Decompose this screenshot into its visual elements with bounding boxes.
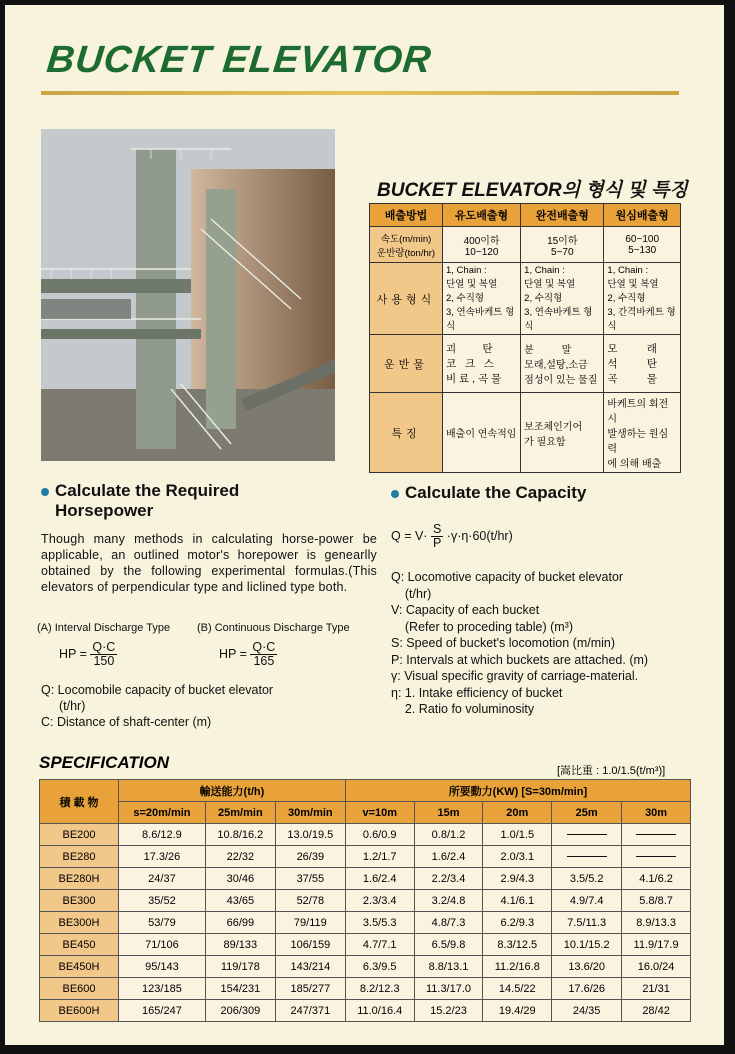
spec-value-cell: 143/214 (275, 956, 345, 978)
spec-model-cell: BE450 (40, 934, 119, 956)
spec-row (40, 978, 691, 1000)
features-table (369, 203, 681, 473)
spec-subheader: v=10m (345, 802, 414, 824)
spec-value-cell: 4.7/7.1 (345, 934, 414, 956)
spec-value-cell: 2.0/3.1 (483, 846, 552, 868)
features-cell: 모 래 석 탄 곡 물 (604, 335, 681, 393)
features-cell: 배출이 연속적임 (443, 393, 521, 473)
spec-header-capacity: 輸送能力(t/h) (119, 780, 346, 802)
capacity-heading: Calculate the Capacity (391, 483, 586, 503)
empty-dash (567, 856, 607, 857)
spec-value-cell: 5.8/8.7 (622, 890, 691, 912)
spec-value-cell: 43/65 (205, 890, 275, 912)
spec-table (39, 779, 691, 1022)
spec-value-cell: 6.2/9.3 (483, 912, 552, 934)
formula-a: HP = $\frac{Q\cdot C}{150}$ (59, 640, 116, 668)
spec-value-cell: 10.8/16.2 (205, 824, 275, 846)
spec-model-cell: BE300 (40, 890, 119, 912)
spec-note: [嵩比重 : 1.0/1.5(t/m³)] (557, 765, 666, 777)
features-cell: 바케트의 회전시 발생하는 원심력 에 의해 배출 (604, 393, 681, 473)
features-cell: 괴 탄 코 크 스 비 료 , 곡 물 (443, 335, 521, 393)
capacity-definitions: Q: Locomotive capacity of bucket elevator (t/hr) V: Capacity of each bucket (Refer to proceding table) (m³) S: Speed of bucket's locomotion (m/min) P: Intervals at which buckets are attached. (m) γ: Visual specific gravity of carriage-material. η: 1. Intake efficiency of bucket 2. Ratio fo voluminosity (391, 570, 649, 716)
q-definition: Q: Locomobile capacity of bucket elevator (41, 683, 274, 697)
spec-model-cell: BE600 (40, 978, 119, 1000)
spec-value-cell: 1.2/1.7 (345, 846, 414, 868)
spec-header-material: 積 載 物 (40, 780, 119, 824)
spec-value-cell: 66/99 (205, 912, 275, 934)
spec-value-cell: 123/185 (119, 978, 206, 1000)
features-header-cell: 원심배출형 (604, 204, 681, 227)
features-header-row (370, 204, 681, 227)
spec-value-cell: 35/52 (119, 890, 206, 912)
spec-model-cell: BE450H (40, 956, 119, 978)
spec-value-cell: 95/143 (119, 956, 206, 978)
features-row-label: 특징 (370, 393, 443, 473)
spec-value-cell (552, 846, 622, 868)
spec-value-cell: 8.3/12.5 (483, 934, 552, 956)
spec-value-cell: 14.5/22 (483, 978, 552, 1000)
spec-value-cell (552, 824, 622, 846)
spec-row (40, 912, 691, 934)
spec-value-cell: 247/371 (275, 1000, 345, 1022)
features-row (370, 335, 681, 393)
spec-value-cell: 165/247 (119, 1000, 206, 1022)
empty-dash (636, 834, 676, 835)
spec-value-cell: 6.5/9.8 (414, 934, 483, 956)
features-header-cell: 완전배출형 (521, 204, 604, 227)
spec-value-cell: 3.2/4.8 (414, 890, 483, 912)
spec-value-cell: 119/178 (205, 956, 275, 978)
elevator-photo (41, 129, 335, 461)
spec-row (40, 890, 691, 912)
features-cell: 1, Chain : 단열 및 복열 2, 수직형 3, 연속바케트 형식 (443, 263, 521, 335)
spec-subheader: 25m (552, 802, 622, 824)
spec-model-cell: BE300H (40, 912, 119, 934)
spec-value-cell: 206/309 (205, 1000, 275, 1022)
features-row-label: 사용형식 (370, 263, 443, 335)
spec-model-cell: BE280H (40, 868, 119, 890)
spec-value-cell: 89/133 (205, 934, 275, 956)
spec-value-cell: 2.3/3.4 (345, 890, 414, 912)
features-cell: 400이하 10~120 (443, 227, 521, 263)
spec-value-cell: 8.8/13.1 (414, 956, 483, 978)
spec-value-cell: 13.0/19.5 (275, 824, 345, 846)
spec-header-row (40, 780, 691, 802)
spec-subheader: 25m/min (205, 802, 275, 824)
spec-model-cell: BE200 (40, 824, 119, 846)
spec-value-cell: 4.9/7.4 (552, 890, 622, 912)
horsepower-heading: Calculate the Required Horsepower (41, 481, 239, 521)
spec-value-cell: 28/42 (622, 1000, 691, 1022)
q-unit: (t/hr) (59, 699, 86, 713)
features-cell: 분 말 모래,설탕,소금 점성이 있는 물질 (521, 335, 604, 393)
spec-value-cell: 52/78 (275, 890, 345, 912)
spec-value-cell: 24/37 (119, 868, 206, 890)
spec-header-power: 所要動力(KW) [S=30m/min] (345, 780, 690, 802)
empty-dash (567, 834, 607, 835)
spec-value-cell (622, 824, 691, 846)
spec-value-cell: 24/35 (552, 1000, 622, 1022)
c-definition: C: Distance of shaft-center (m) (41, 715, 212, 729)
spec-value-cell: 11.2/16.8 (483, 956, 552, 978)
features-row (370, 393, 681, 473)
bullet-icon (41, 488, 49, 496)
features-title: BUCKET ELEVATOR의 형식 및 특징 (377, 180, 688, 201)
features-cell: 보조체인기어 가 필요함 (521, 393, 604, 473)
spec-value-cell (622, 846, 691, 868)
features-row (370, 263, 681, 335)
spec-row (40, 824, 691, 846)
spec-value-cell: 0.8/1.2 (414, 824, 483, 846)
spec-subheader: s=20m/min (119, 802, 206, 824)
spec-value-cell: 8.2/12.3 (345, 978, 414, 1000)
spec-value-cell: 26/39 (275, 846, 345, 868)
spec-value-cell: 3.5/5.3 (345, 912, 414, 934)
spec-value-cell: 154/231 (205, 978, 275, 1000)
spec-row (40, 956, 691, 978)
formula-b: HP = $\frac{Q\cdot C}{165}$ (219, 640, 276, 668)
spec-value-cell: 4.1/6.1 (483, 890, 552, 912)
spec-value-cell: 37/55 (275, 868, 345, 890)
spec-row (40, 868, 691, 890)
features-cell: 1, Chain : 단열 및 복열 2, 수직형 3, 간격바케트 형식 (604, 263, 681, 335)
spec-value-cell: 11.3/17.0 (414, 978, 483, 1000)
features-cell: 1, Chain : 단열 및 복열 2, 수직형 3, 연속바케트 형식 (521, 263, 604, 335)
spec-row (40, 846, 691, 868)
spec-subheader: 15m (414, 802, 483, 824)
spec-value-cell: 2.9/4.3 (483, 868, 552, 890)
spec-model-cell: BE280 (40, 846, 119, 868)
spec-model-cell: BE600H (40, 1000, 119, 1022)
spec-value-cell: 13.6/20 (552, 956, 622, 978)
spec-value-cell: 79/119 (275, 912, 345, 934)
elevator-illustration (41, 129, 335, 461)
spec-value-cell: 71/106 (119, 934, 206, 956)
horsepower-text: Though many methods in calculating horse-power be applicable, an outlined motor's horepower is genearlly obtained by the following experimental formulas.(This elevators of perpendicular type and liclined type both. (41, 532, 377, 594)
spec-value-cell: 1.6/2.4 (345, 868, 414, 890)
spec-subheader: 20m (483, 802, 552, 824)
spec-value-cell: 10.1/15.2 (552, 934, 622, 956)
spec-value-cell: 4.8/7.3 (414, 912, 483, 934)
spec-subheader: 30m/min (275, 802, 345, 824)
features-cell: 60~100 5~130 (604, 227, 681, 263)
spec-value-cell: 2.2/3.4 (414, 868, 483, 890)
spec-value-cell: 30/46 (205, 868, 275, 890)
spec-value-cell: 185/277 (275, 978, 345, 1000)
spec-subheader: 30m (622, 802, 691, 824)
spec-row (40, 934, 691, 956)
spec-row (40, 1000, 691, 1022)
capacity-formula: Q = V· $\frac{S}{P}$ ·γ·η·60(t/hr) (391, 522, 513, 550)
spec-value-cell: 21/31 (622, 978, 691, 1000)
spec-value-cell: 8.6/12.9 (119, 824, 206, 846)
spec-value-cell: 17.6/26 (552, 978, 622, 1000)
empty-dash (636, 856, 676, 857)
spec-value-cell: 19.4/29 (483, 1000, 552, 1022)
spec-title: SPECIFICATION (39, 753, 170, 772)
spec-value-cell: 22/32 (205, 846, 275, 868)
spec-value-cell: 17.3/26 (119, 846, 206, 868)
features-header-cell: 배출방법 (370, 204, 443, 227)
features-header-cell: 유도배출형 (443, 204, 521, 227)
brochure-page (2, 2, 727, 1048)
spec-value-cell: 11.9/17.9 (622, 934, 691, 956)
spec-value-cell: 0.6/0.9 (345, 824, 414, 846)
spec-value-cell: 16.0/24 (622, 956, 691, 978)
spec-value-cell: 6.3/9.5 (345, 956, 414, 978)
features-cell: 15이하 5~70 (521, 227, 604, 263)
bullet-icon (391, 490, 399, 498)
features-row-label: 운반물 (370, 335, 443, 393)
features-row (370, 227, 681, 263)
spec-value-cell: 4.1/6.2 (622, 868, 691, 890)
spec-value-cell: 106/159 (275, 934, 345, 956)
page-title: BUCKET ELEVATOR (44, 39, 434, 81)
spec-value-cell: 53/79 (119, 912, 206, 934)
spec-value-cell: 1.0/1.5 (483, 824, 552, 846)
spec-value-cell: 8.9/13.3 (622, 912, 691, 934)
spec-value-cell: 11.0/16.4 (345, 1000, 414, 1022)
type-a-label: (A) Interval Discharge Type (37, 622, 171, 634)
spec-value-cell: 3.5/5.2 (552, 868, 622, 890)
features-row-label: 속도(m/min) 운반량(ton/hr) (370, 227, 443, 263)
spec-value-cell: 15.2/23 (414, 1000, 483, 1022)
title-rule (41, 91, 679, 95)
spec-value-cell: 7.5/11.3 (552, 912, 622, 934)
spec-subheader-row (40, 802, 691, 824)
type-b-label: (B) Continuous Discharge Type (197, 622, 350, 634)
spec-value-cell: 1.6/2.4 (414, 846, 483, 868)
